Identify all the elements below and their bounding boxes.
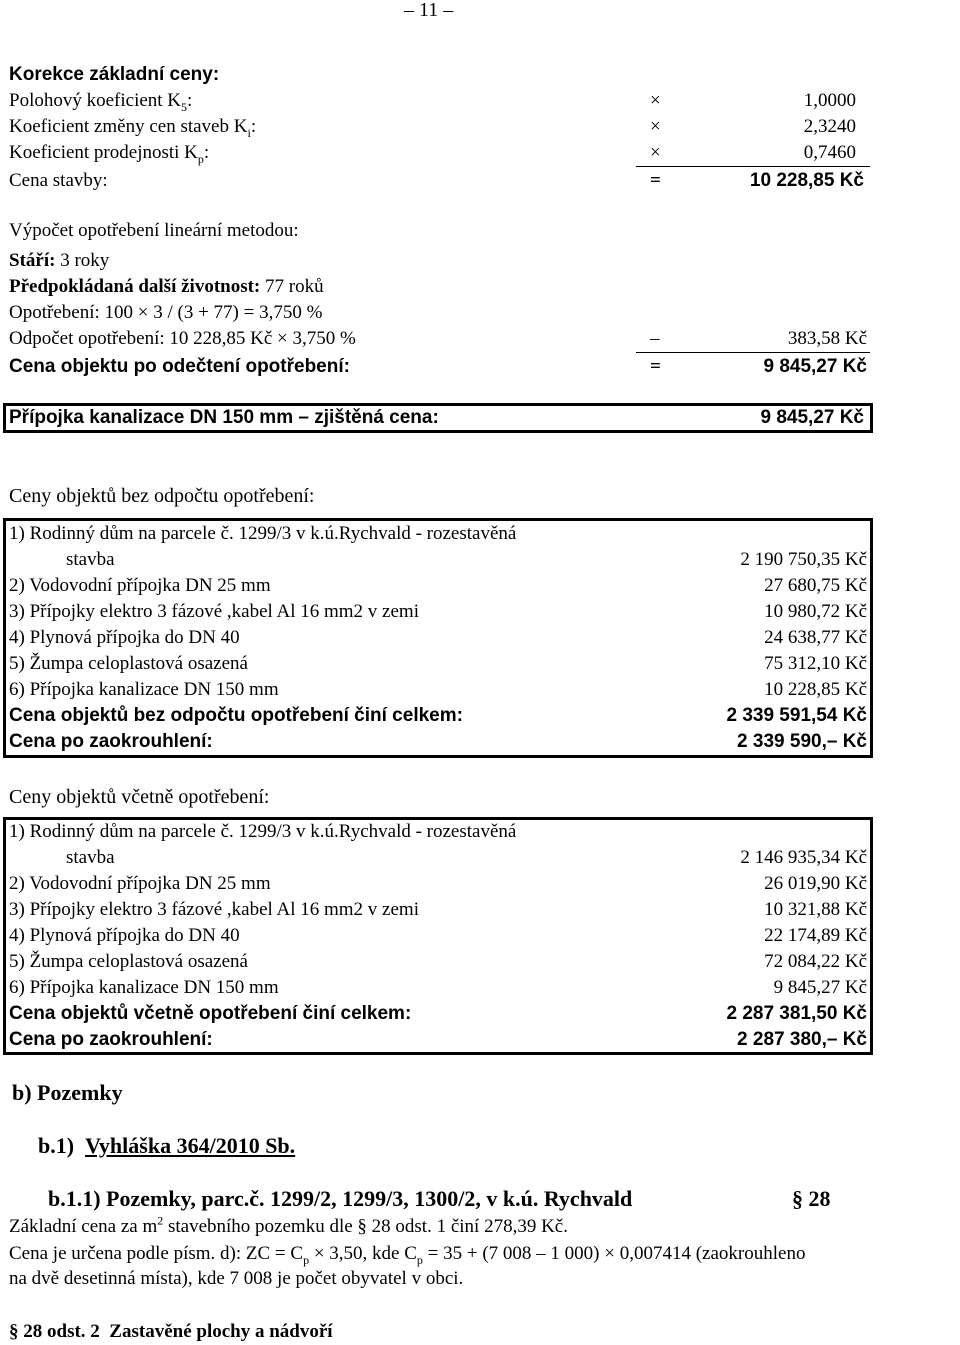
vcetne-item-label: 3) Přípojky elektro 3 fázové ,kabel Al 16 mm2 v zemi xyxy=(9,899,419,920)
result-op: = xyxy=(650,356,661,377)
bez-item-label: stavba xyxy=(66,549,115,570)
vcetne-total-label: Cena objektů včetně opotřebení činí celkem: xyxy=(9,1003,412,1024)
bez-rounded-value: 2 339 590,– Kč xyxy=(737,731,867,752)
bez-item-value: 2 190 750,35 Kč xyxy=(740,549,867,570)
bez-item-value: 24 638,77 Kč xyxy=(764,627,867,648)
zastavene-plochy-heading: § 28 odst. 2 Zastavěné plochy a nádvoří xyxy=(9,1321,333,1342)
cena-stavby-value: 10 228,85 Kč xyxy=(749,170,864,191)
opotrebeni-heading: Výpočet opotřebení lineární metodou: xyxy=(9,220,299,241)
koef-row-op: × xyxy=(650,142,661,163)
vcetne-item-label: 6) Přípojka kanalizace DN 150 mm xyxy=(9,977,279,998)
result-label: Cena objektu po odečtení opotřebení: xyxy=(9,356,350,377)
odpocet-op: – xyxy=(650,328,660,349)
result-value: 9 845,27 Kč xyxy=(763,356,867,377)
cena-urcena-line: Cena je určena podle písm. d): ZC = $C_p \times 3,50$, kde $C_p = 35 + (7$ 008 – 1 000) × 0,007414 (zaokrouhleno xyxy=(9,1243,806,1267)
bez-item-value: 10 228,85 Kč xyxy=(764,679,867,700)
vcetne-item-value: 10 321,88 Kč xyxy=(764,899,867,920)
bez-item-value: 75 312,10 Kč xyxy=(764,653,867,674)
bez-item-value: 27 680,75 Kč xyxy=(764,575,867,596)
vcetne-item-label: 2) Vodovodní přípojka DN 25 mm xyxy=(9,873,271,894)
koef-row-label: Polohový koeficient $K_5$: xyxy=(9,90,193,114)
bez-item-label: 1) Rodinný dům na parcele č. 1299/3 v k.ú.Rychvald - rozestavěná xyxy=(9,523,517,544)
pripojka-label: Přípojka kanalizace DN 150 mm – zjištěná cena: xyxy=(9,407,439,428)
vcetne-item-label: 1) Rodinný dům na parcele č. 1299/3 v k.ú.Rychvald - rozestavěná xyxy=(9,821,517,842)
vcetne-item-label: 5) Žumpa celoplastová osazená xyxy=(9,951,248,972)
vcetne-item-value: 9 845,27 Kč xyxy=(773,977,867,998)
parcel-heading: b.1.1) Pozemky, parc.č. 1299/2, 1299/3, 1300/2, v k.ú. Rychvald xyxy=(48,1186,633,1211)
vcetne-rounded-label: Cena po zaokrouhlení: xyxy=(9,1029,213,1050)
vcetne-item-label: 4) Plynová přípojka do DN 40 xyxy=(9,925,240,946)
bez-item-label: 6) Přípojka kanalizace DN 150 mm xyxy=(9,679,279,700)
koef-row-op: × xyxy=(650,90,661,111)
cena-stavby-op: = xyxy=(650,170,661,191)
bez-item-label: 2) Vodovodní přípojka DN 25 mm xyxy=(9,575,271,596)
sum-rule xyxy=(636,166,870,167)
koef-row-label: Koeficient prodejnosti $K_p$: xyxy=(9,142,210,166)
odpocet-line: Odpočet opotřebení: 10 228,85 Kč × 3,750 % xyxy=(9,328,356,349)
bez-item-label: 4) Plynová přípojka do DN 40 xyxy=(9,627,240,648)
sum-rule xyxy=(636,352,870,353)
stari-line: Stáří: 3 roky xyxy=(9,250,110,271)
bez-heading: Ceny objektů bez odpočtu opotřebení: xyxy=(9,485,315,507)
vcetne-item-value: 26 019,90 Kč xyxy=(764,873,867,894)
koef-row-label: Koeficient změny cen staveb $K_i$: xyxy=(9,116,257,140)
bez-item-value: 10 980,72 Kč xyxy=(764,601,867,622)
vcetne-item-value: 72 084,22 Kč xyxy=(764,951,867,972)
vcetne-item-value: 2 146 935,34 Kč xyxy=(740,847,867,868)
vcetne-item-value: 22 174,89 Kč xyxy=(764,925,867,946)
bez-total-value: 2 339 591,54 Kč xyxy=(726,705,867,726)
bez-total-label: Cena objektů bez odpočtu opotřebení činí celkem: xyxy=(9,705,463,726)
zivotnost-line: Předpokládaná další životnost: 77 roků xyxy=(9,276,324,297)
pripojka-value: 9 845,27 Kč xyxy=(760,407,864,428)
vcetne-heading: Ceny objektů včetně opotřebení: xyxy=(9,786,270,808)
pozemky-heading: b) Pozemky xyxy=(12,1080,123,1105)
obyvatel-line: na dvě desetinná místa), kde 7 008 je počet obyvatel v obci. xyxy=(9,1268,464,1289)
odpocet-value: 383,58 Kč xyxy=(787,328,867,349)
bez-item-label: 5) Žumpa celoplastová osazená xyxy=(9,653,248,674)
bez-rounded-label: Cena po zaokrouhlení: xyxy=(9,731,213,752)
koef-row-value: 1,0000 xyxy=(803,90,856,111)
bez-item-label: 3) Přípojky elektro 3 fázové ,kabel Al 16 mm2 v zemi xyxy=(9,601,419,622)
cena-stavby-label: Cena stavby: xyxy=(9,170,108,191)
koef-row-value: 2,3240 xyxy=(803,116,856,137)
paragraph-ref: § 28 xyxy=(792,1186,831,1211)
opotrebeni-line: Opotřebení: 100 × 3 / (3 + 77) = 3,750 % xyxy=(9,302,323,323)
koef-row-value: 0,7460 xyxy=(803,142,856,163)
vcetne-total-value: 2 287 381,50 Kč xyxy=(726,1003,867,1024)
zakladni-cena-line: Základní cena za $m^2$ stavebního pozemku dle § 28 odst. 1 činí 278,39 Kč. xyxy=(9,1213,568,1237)
korekce-heading: Korekce základní ceny: xyxy=(9,64,220,85)
page-number: – 11 – xyxy=(404,0,454,21)
koef-row-op: × xyxy=(650,116,661,137)
vcetne-item-label: stavba xyxy=(66,847,115,868)
vcetne-rounded-value: 2 287 380,– Kč xyxy=(737,1029,867,1050)
vyhlaska-heading: b.1) Vyhláška 364/2010 Sb. xyxy=(38,1133,296,1158)
